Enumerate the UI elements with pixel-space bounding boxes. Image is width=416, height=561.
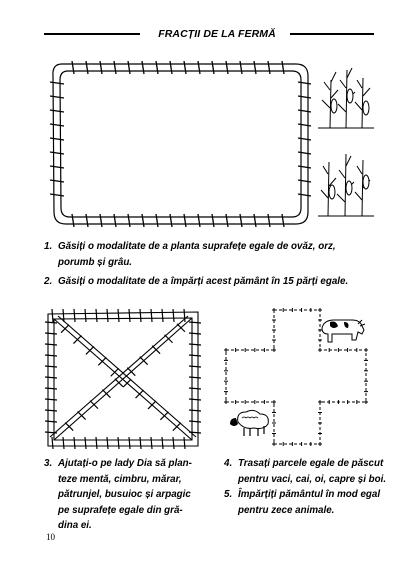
fence-post <box>170 214 172 227</box>
question-4-line-1: Trasați parcele egale de păscut <box>238 458 384 469</box>
fence-post <box>118 437 119 449</box>
fence-post <box>45 421 57 422</box>
fence-post <box>189 421 201 422</box>
fence-post <box>45 377 57 378</box>
pasture-cross <box>222 306 372 450</box>
fence-post <box>114 61 116 74</box>
fence-post <box>128 214 130 227</box>
fence-post <box>189 322 201 323</box>
fence-post <box>282 61 284 74</box>
fence-post <box>45 355 57 356</box>
question-3-line-4: pe suprafețe egale din gră- <box>58 504 183 516</box>
question-number: 5. <box>224 489 233 500</box>
fence-post <box>184 437 185 449</box>
fence-post <box>240 214 242 227</box>
fence-post <box>129 309 130 322</box>
fence-post <box>52 309 53 322</box>
fence-post <box>189 366 201 367</box>
fence-post <box>189 355 201 356</box>
page-header <box>44 26 374 42</box>
fence-post <box>298 110 311 112</box>
fence-post <box>85 309 86 322</box>
corn-stalk-icon <box>318 60 374 132</box>
fence-post <box>72 61 74 74</box>
fence-post <box>50 82 64 84</box>
fence-post <box>50 180 64 182</box>
page-number: 10 <box>46 532 55 542</box>
fence-post <box>298 96 311 98</box>
fence-post <box>198 61 200 74</box>
question-2-line-1: Găsiți o modalitate de a împărți acest pământ în 15 părți egale. <box>58 276 349 287</box>
fence-post <box>162 309 163 322</box>
fence-post <box>45 410 57 411</box>
fence-post <box>128 61 130 74</box>
question-4-line-2: pentru vaci, cai, oi, capre și boi. <box>238 473 387 485</box>
fence-post <box>298 166 311 168</box>
fence-post <box>173 309 174 322</box>
fence-post <box>184 214 186 227</box>
fence-post <box>298 82 311 84</box>
fence-post <box>72 214 74 227</box>
fence-post <box>45 388 57 389</box>
fence-post <box>156 214 158 227</box>
fence-post <box>118 309 119 322</box>
fence-post <box>50 166 64 168</box>
fence-post <box>107 437 108 449</box>
fence-post <box>140 437 141 449</box>
fence-post <box>63 437 64 449</box>
question-3-line-5: dina ei. <box>58 520 92 532</box>
fence-post <box>184 61 186 74</box>
question-number: 3. <box>44 458 53 469</box>
fence-post <box>198 214 200 227</box>
question-5 <box>224 487 380 518</box>
fence-post <box>268 214 270 227</box>
fence-post <box>50 152 64 154</box>
fence-post <box>173 437 174 449</box>
fence-post <box>162 437 163 449</box>
fence-post <box>50 194 64 196</box>
fence-post <box>114 214 116 227</box>
fence-post <box>142 61 144 74</box>
fence-post <box>100 214 102 227</box>
fence-post <box>282 214 284 227</box>
fence-post <box>189 377 201 378</box>
fence-post <box>240 61 242 74</box>
fence-post <box>212 61 214 74</box>
question-5-line-1: Împărțiți pământul în mod egal <box>238 489 381 500</box>
fence-post <box>45 366 57 367</box>
question-number: 2. <box>44 276 53 287</box>
fence-post <box>50 138 64 140</box>
fence-post <box>86 214 88 227</box>
fence-post <box>226 61 228 74</box>
fence-post <box>52 437 53 449</box>
sheep-icon <box>230 410 268 436</box>
question-3-line-1: Ajutați-o pe lady Dia să plan- <box>58 458 192 469</box>
corn-stalk-icon <box>318 148 374 220</box>
fence-post <box>45 399 57 400</box>
fence-post <box>226 214 228 227</box>
fence-post <box>151 309 152 322</box>
question-number: 1. <box>44 241 53 252</box>
fence-post <box>129 437 130 449</box>
question-3 <box>44 456 192 534</box>
fence-post <box>50 110 64 112</box>
question-number: 4. <box>224 458 233 469</box>
header-rule-left <box>44 33 140 35</box>
fence-post <box>142 214 144 227</box>
fence-post <box>170 61 172 74</box>
garden-fence-square <box>42 306 204 452</box>
page-title: FRACȚII DE LA FERMĂ <box>158 28 276 40</box>
question-1 <box>44 239 336 270</box>
fence-field-top <box>48 56 314 232</box>
fence-post <box>107 309 108 322</box>
question-4 <box>224 456 386 487</box>
cow-icon <box>322 320 365 342</box>
fence-post <box>140 309 141 322</box>
fence-post <box>156 61 158 74</box>
fence-post <box>45 322 57 323</box>
fence-post <box>298 124 311 126</box>
fence-post <box>96 437 97 449</box>
question-3-line-3: pătrunjel, busuioc și arpagic <box>58 489 191 501</box>
fence-post <box>189 388 201 389</box>
fence-post <box>96 309 97 322</box>
question-5-line-2: pentru zece animale. <box>238 504 335 516</box>
fence-post <box>74 309 75 322</box>
question-3-line-2: teze mentă, cimbru, mărar, <box>58 473 182 485</box>
question-2 <box>44 274 348 290</box>
question-1-line-2: porumb și grâu. <box>58 256 133 268</box>
fence-post <box>85 437 86 449</box>
fence-post <box>298 152 311 154</box>
question-1-line-1: Găsiți o modalitate de a planta suprafețe egale de ovăz, orz, <box>58 241 336 252</box>
header-rule-right <box>290 33 374 35</box>
fence-post <box>254 61 256 74</box>
fence-post <box>189 333 201 334</box>
fence-post <box>298 180 311 182</box>
fence-post <box>298 138 311 140</box>
fence-post <box>189 399 201 400</box>
fence-post <box>298 194 311 196</box>
fence-post <box>50 96 64 98</box>
fence-post <box>86 61 88 74</box>
fence-post <box>74 437 75 449</box>
fence-post <box>212 214 214 227</box>
fence-post <box>189 344 201 345</box>
fence-post <box>50 124 64 126</box>
fence-post <box>45 344 57 345</box>
fence-post <box>45 333 57 334</box>
fence-post <box>268 61 270 74</box>
fence-post <box>189 410 201 411</box>
fence-post <box>151 437 152 449</box>
fence-post <box>254 214 256 227</box>
fence-post <box>100 61 102 74</box>
